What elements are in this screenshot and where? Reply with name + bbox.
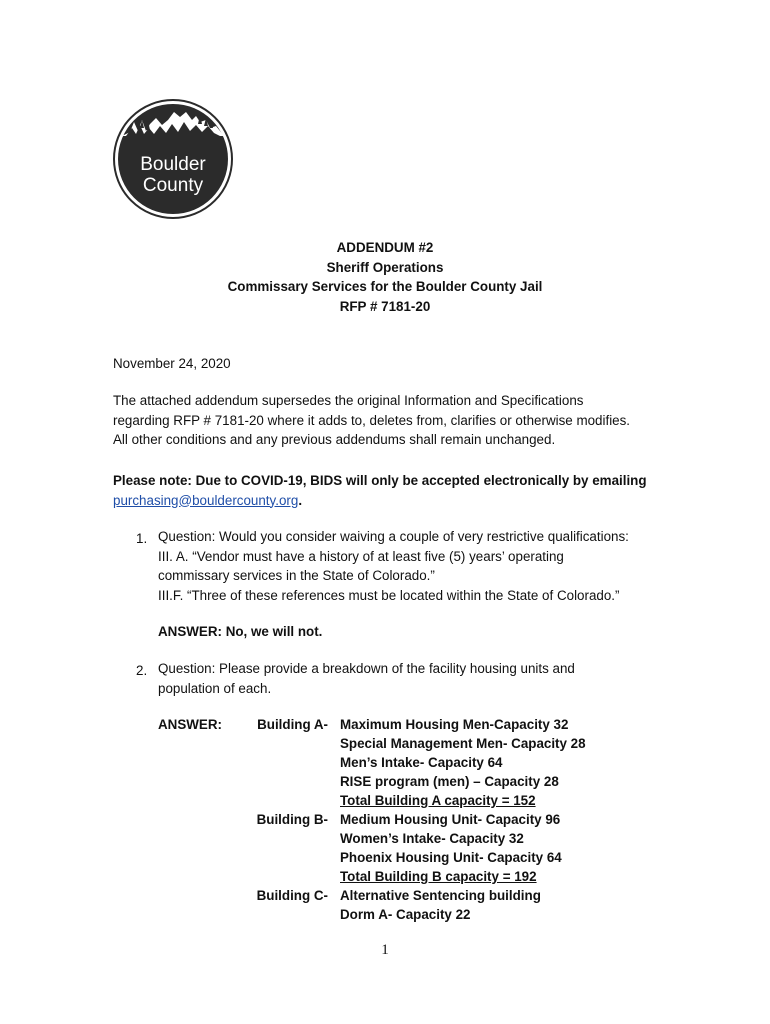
boulder-county-logo xyxy=(112,98,234,220)
department-title: Sheriff Operations xyxy=(326,259,444,275)
capacity-line: Medium Housing Unit- Capacity 96 xyxy=(340,812,561,827)
question-line: Question: Please provide a breakdown of the facility housing units and xyxy=(158,661,575,676)
building-c-label: Building C- xyxy=(256,888,328,903)
question-line: III.F. “Three of these references must be located within the State of Colorado.” xyxy=(158,587,620,603)
item-number: 1. xyxy=(136,531,148,546)
capacity-line: Women’s Intake- Capacity 32 xyxy=(340,831,524,846)
document-date: November 24, 2020 xyxy=(113,356,231,371)
intro-line: All other conditions and any previous addendums shall remain unchanged. xyxy=(113,432,556,447)
building-b-label: Building B- xyxy=(256,812,328,827)
question-2 xyxy=(158,659,678,698)
capacity-line: Phoenix Housing Unit- Capacity 64 xyxy=(340,850,562,865)
rfp-number: RFP # 7181-20 xyxy=(339,298,431,314)
intro-paragraph xyxy=(113,391,673,450)
question-line: III. A. “Vendor must have a history of at least five (5) years’ operating xyxy=(158,548,564,564)
building-total: Total Building A capacity = 152 xyxy=(340,793,536,808)
document-header xyxy=(0,238,770,316)
capacity-line: Dorm A- Capacity 22 xyxy=(340,907,471,922)
addendum-title: ADDENDUM #2 xyxy=(336,240,434,255)
item-number: 2. xyxy=(136,663,148,678)
logo-text-line2: County xyxy=(142,175,204,196)
project-title: Commissary Services for the Boulder County Jail xyxy=(227,279,543,294)
email-link[interactable]: purchasing@bouldercounty.org xyxy=(113,492,299,508)
building-total: Total Building B capacity = 192 xyxy=(340,869,537,884)
covid-note xyxy=(113,471,673,510)
capacity-line: Maximum Housing Men-Capacity 32 xyxy=(340,717,569,732)
question-line: commissary services in the State of Colorado.” xyxy=(158,568,435,583)
logo-text-line1: Boulder xyxy=(140,154,206,175)
note-period: . xyxy=(298,492,303,508)
answer-1 xyxy=(158,622,678,642)
capacity-line: Alternative Sentencing building xyxy=(340,888,541,903)
question-line: population of each. xyxy=(158,680,272,696)
note-text: Please note: Due to COVID-19, BIDS will only be accepted electronically by emailing xyxy=(113,473,647,488)
intro-line: regarding RFP # 7181-20 where it adds to, deletes from, clarifies or otherwise modifies. xyxy=(113,412,631,428)
capacity-line: Men’s Intake- Capacity 64 xyxy=(340,755,503,770)
page-number: 1 xyxy=(381,942,389,958)
question-1 xyxy=(158,527,678,605)
building-a-label: Building A- xyxy=(257,717,328,732)
intro-line: The attached addendum supersedes the original Information and Specifications xyxy=(113,393,584,408)
capacity-line: Special Management Men- Capacity 28 xyxy=(340,736,586,751)
capacity-line: RISE program (men) – Capacity 28 xyxy=(340,774,559,789)
capacity-details xyxy=(340,715,586,924)
answer-text: ANSWER: No, we will not. xyxy=(158,624,323,639)
answer-2-label: ANSWER: xyxy=(158,717,222,732)
question-line: Question: Would you consider waiving a couple of very restrictive qualifications: xyxy=(158,529,629,544)
